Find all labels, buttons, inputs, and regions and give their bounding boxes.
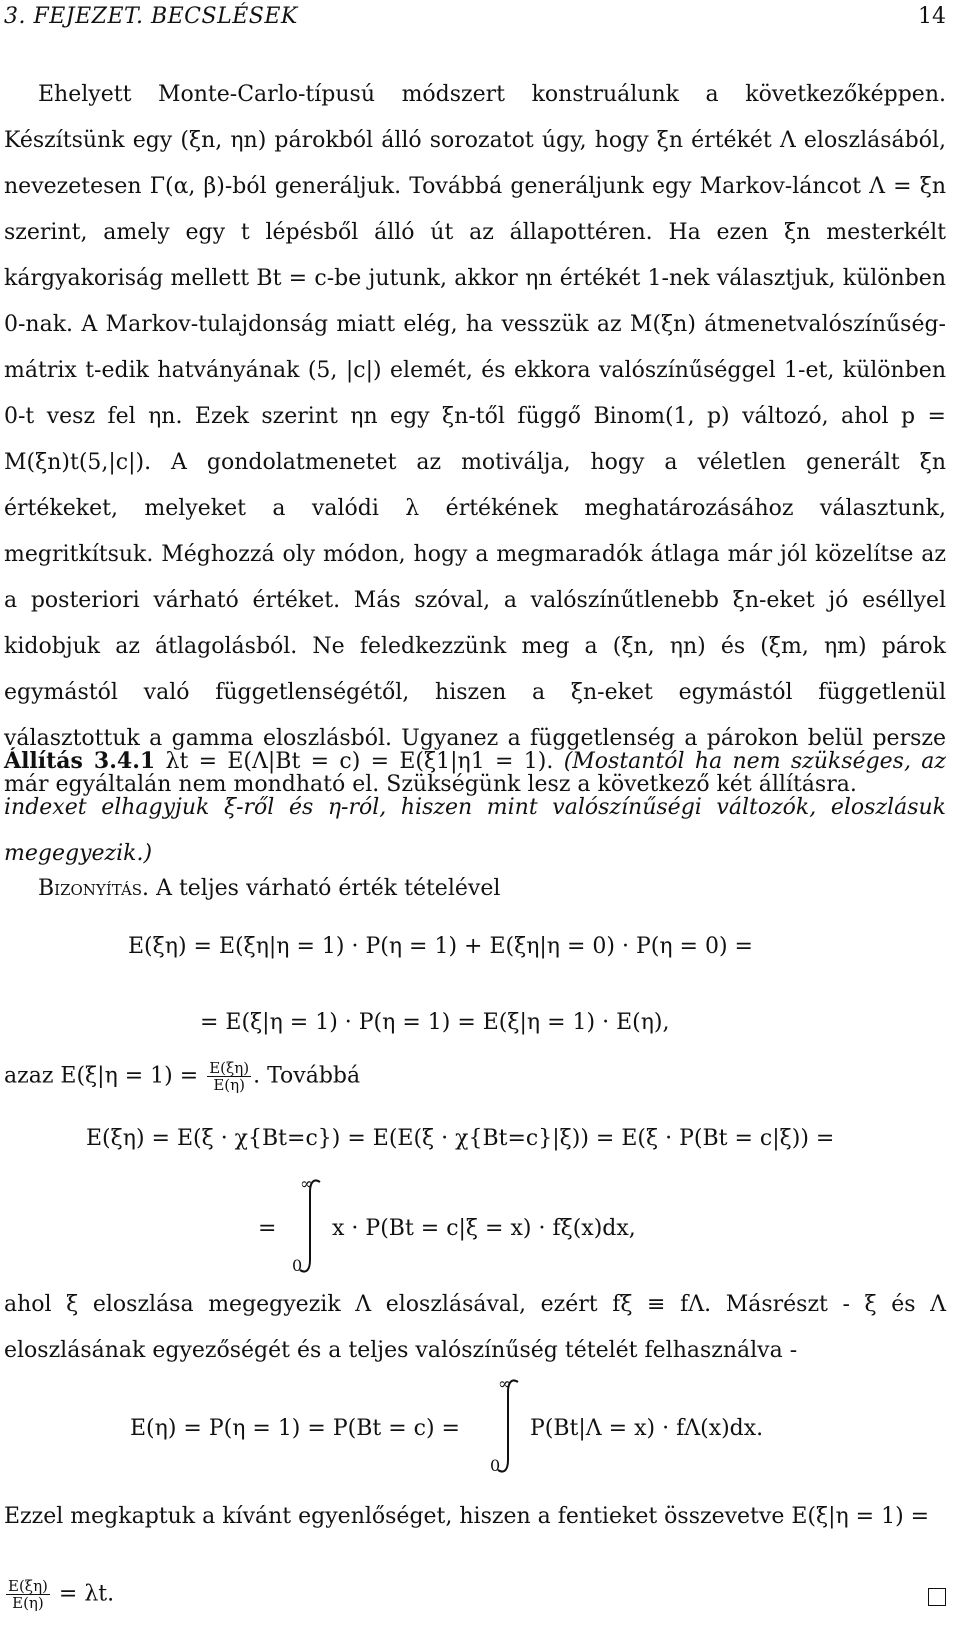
proof-intro [4, 866, 946, 912]
paragraph-monte-carlo [4, 72, 946, 808]
fraction-final-numerator: E(ξη) [8, 1577, 48, 1595]
chapter-title: 3. FEJEZET. BECSLÉSEK [4, 4, 298, 29]
paragraph-f-xi-text: ahol ξ eloszlása megegyezik Λ eloszlásával, ezért fξ ≡ fΛ. Másrészt - ξ és Λ eloszlásának egyezőségét és a teljes valószínűség tételét felhasználva - [4, 1292, 946, 1363]
azaz-prefix: azaz E(ξ|η = 1) = [4, 1063, 199, 1089]
integral-2-lower-bound: 0 [490, 1456, 501, 1475]
claim-statement: λt = E(Λ|Bt = c) = E(ξ1|η1 = 1). [165, 749, 554, 774]
paragraph-text: Ehelyett Monte-Carlo-típusú módszert konstruálunk a következőképpen. Készítsünk egy (ξn, ηn) párokból álló sorozatot úgy, hogy ξn értékét Λ eloszlásából, nevezetesen Γ(α, β)-ból generáljuk. Továbbá generáljunk egy Markov-láncot Λ = ξn szerint, amely egy t lépésből álló út az állapottéren. Ha ezen ξn mesterkélt kárgyakoriság mellett Bt = c-be jutunk, akkor ηn értékét 1-nek választjuk, különben 0-nak. A Markov-tulajdonság miatt elég, ha vesszük az M(ξn) átmenetvalószínűség-mátrix t-edik hatványának (5, |c|) elemét, és ekkora valószínűséggel 1-et, különben 0-t vesz fel ηn. Ezek szerint ηn egy ξn-től függő Binom(1, p) változó, ahol p = M(ξn)t(5,|c|). A gondolatmenetet az motiválja, hogy a véletlen generált ξn értékeket, melyeket a valódi λ értékének meghatározásához választunk, megritkítsuk. Méghozzá oly módon, hogy a megmaradók átlaga már jól közelítse az a posteriori várható értéket. Más szóval, a valószínűtlenebb ξn-eket jó eséllyel kidobjuk az átlagolásból. Ne feledkezzünk meg a (ξn, ηn) és (ξm, ηm) párok egymástól való függetlenségétől, hiszen a ξn-eket egymástól függetlenül választottuk a gamma eloszlásból. Ugyanez a függetlenség a párokon belül persze már egyáltalán nem mondható el. Szükségünk lesz a következő két állításra. [4, 82, 946, 797]
fraction-denominator: E(η) [213, 1076, 245, 1094]
page-header [4, 4, 946, 34]
equation-integral-1-body: x · P(Bt = c|ξ = x) · fξ(x)dx, [332, 1216, 636, 1241]
fraction-final [6, 1578, 50, 1611]
equation-integral-2-body: P(Bt|Λ = x) · fΛ(x)dx. [530, 1416, 764, 1441]
claim-label: Állítás 3.4.1 [4, 748, 156, 774]
page-number: 14 [918, 4, 946, 29]
equation-total-expectation-cont: = E(ξ|η = 1) · P(η = 1) = E(ξ|η = 1) · E(η), [200, 1010, 670, 1035]
conclusion-text: Ezzel megkaptuk a kívánt egyenlőséget, hiszen a fentieket összevetve E(ξ|η = 1) = [4, 1504, 930, 1529]
integral-lower-bound: 0 [292, 1256, 303, 1275]
azaz-line [4, 1060, 360, 1093]
integral-upper-bound: ∞ [300, 1174, 314, 1193]
qed-square-icon [928, 1588, 946, 1606]
conclusion-suffix: = λt. [58, 1581, 115, 1607]
conclusion-fraction-line [4, 1578, 114, 1611]
equation-indicator: E(ξη) = E(ξ · χ{Bt=c}) = E(E(ξ · χ{Bt=c}|ξ)) = E(ξ · P(Bt = c|ξ)) = [86, 1126, 835, 1151]
equation-integral-2-prefix: E(η) = P(η = 1) = P(Bt = c) = [130, 1416, 460, 1441]
claim-block [4, 738, 946, 877]
paragraph-f-xi [4, 1282, 946, 1374]
fraction-final-denominator: E(η) [12, 1594, 44, 1612]
integral-2-upper-bound: ∞ [498, 1374, 512, 1393]
claim-note: (Mostantól ha nem szükséges, az indexet elhagyjuk ξ-ről és η-ról, hiszen mint valószínűségi változók, eloszlásuk megegyezik.) [4, 749, 946, 866]
equation-integral-1-prefix: = [258, 1216, 277, 1241]
fraction-e-xi-eta-over-e-eta [207, 1060, 251, 1093]
paragraph-conclusion [4, 1494, 946, 1540]
fraction-numerator: E(ξη) [209, 1059, 250, 1077]
azaz-suffix: . Továbbá [253, 1063, 361, 1089]
proof-intro-text: A teljes várható érték tételével [156, 876, 501, 901]
proof-label: Bizonyítás. [38, 876, 150, 901]
equation-total-expectation: E(ξη) = E(ξη|η = 1) · P(η = 1) + E(ξη|η = 0) · P(η = 0) = [128, 934, 753, 959]
